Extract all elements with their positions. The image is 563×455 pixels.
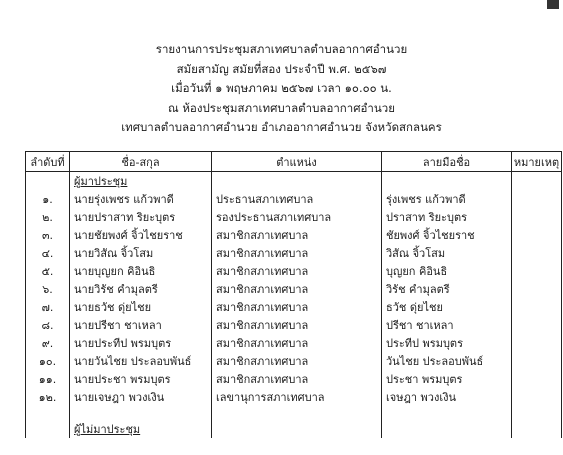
row-name: นายธวัช ดุ่ยไชย: [70, 298, 212, 316]
row-name: นายวิสัณ จิ้วโสม: [70, 244, 212, 262]
session-line: สมัยสามัญ สมัยที่สอง ประจำปี พ.ศ. ๒๕๖๗: [176, 61, 387, 76]
row-position: สมาชิกสภาเทศบาล: [212, 244, 382, 262]
col-header-note: หมายเหตุ: [512, 152, 562, 172]
col-header-position: ตำแหน่ง: [212, 152, 382, 172]
row-note: [512, 244, 562, 262]
table-row: [26, 352, 562, 370]
row-name: นายประชา พรมบุตร: [70, 370, 212, 388]
attendance-table: [25, 151, 562, 438]
row-position: สมาชิกสภาเทศบาล: [212, 352, 382, 370]
row-position: สมาชิกสภาเทศบาล: [212, 334, 382, 352]
row-order: ๘.: [26, 316, 70, 334]
table-row: [26, 298, 562, 316]
row-order: ๒.: [26, 208, 70, 226]
row-note: [512, 352, 562, 370]
table-row: [26, 280, 562, 298]
document-header: [0, 40, 563, 138]
row-position: สมาชิกสภาเทศบาล: [212, 370, 382, 388]
row-order: ๖.: [26, 280, 70, 298]
row-note: [512, 280, 562, 298]
col-header-order: ลำดับที่: [26, 152, 70, 172]
row-signature: ประชา พรมบุตร: [382, 370, 512, 388]
row-signature: วิรัช คำมุลตรี: [382, 280, 512, 298]
table-row: [26, 190, 562, 208]
window-corner-marker: [547, 0, 559, 9]
attendance-body: [26, 172, 562, 439]
venue-line: ณ ห้องประชุมสภาเทศบาลตำบลอากาศอำนวย: [168, 100, 395, 115]
row-position: สมาชิกสภาเทศบาล: [212, 316, 382, 334]
row-order: ๙.: [26, 334, 70, 352]
section-absent-row: [26, 420, 562, 438]
col-header-signature: ลายมือชื่อ: [382, 152, 512, 172]
table-row: [26, 370, 562, 388]
row-order: ๑๒.: [26, 388, 70, 406]
row-order: ๑๑.: [26, 370, 70, 388]
table-row: [26, 244, 562, 262]
row-signature: เจษฎา พวงเงิน: [382, 388, 512, 406]
row-signature: ชัยพงศ์ จิ้วไชยราช: [382, 226, 512, 244]
row-order: ๕.: [26, 262, 70, 280]
row-name: นายชัยพงศ์ จิ้วไชยราช: [70, 226, 212, 244]
row-position: สมาชิกสภาเทศบาล: [212, 298, 382, 316]
row-signature: ประทีป พรมบุตร: [382, 334, 512, 352]
row-note: [512, 298, 562, 316]
row-note: [512, 316, 562, 334]
section-present-row: [26, 172, 562, 191]
row-position: สมาชิกสภาเทศบาล: [212, 280, 382, 298]
row-order: ๑๐.: [26, 352, 70, 370]
row-name: นายบุญยก คิอินธิ: [70, 262, 212, 280]
row-note: [512, 208, 562, 226]
row-note: [512, 262, 562, 280]
row-order: ๓.: [26, 226, 70, 244]
row-signature: ธวัช ดุ่ยไชย: [382, 298, 512, 316]
row-name: นายรุ่งเพชร แก้วพาดี: [70, 190, 212, 208]
row-name: นายวิรัช คำมุลตรี: [70, 280, 212, 298]
row-note: [512, 190, 562, 208]
report-title: รายงานการประชุมสภาเทศบาลตำบลอากาศอำนวย: [155, 42, 408, 56]
row-name: นายเจษฎา พวงเงิน: [70, 388, 212, 406]
row-note: [512, 388, 562, 406]
row-signature: บุญยก คิอินธิ: [382, 262, 512, 280]
table-row: [26, 334, 562, 352]
row-position: เลขานุการสภาเทศบาล: [212, 388, 382, 406]
table-row: [26, 388, 562, 406]
section-present-label: ผู้มาประชุม: [70, 172, 212, 191]
row-note: [512, 370, 562, 388]
row-position: สมาชิกสภาเทศบาล: [212, 262, 382, 280]
table-row: [26, 208, 562, 226]
table-row: [26, 316, 562, 334]
row-position: ประธานสภาเทศบาล: [212, 190, 382, 208]
row-name: นายวันไชย ประลอบพันธ์: [70, 352, 212, 370]
date-line: เมื่อวันที่ ๑ พฤษภาคม ๒๕๖๗ เวลา ๑๐.๐๐ น.: [171, 81, 392, 95]
row-name: นายประทีป พรมบุตร: [70, 334, 212, 352]
row-order: ๔.: [26, 244, 70, 262]
row-note: [512, 334, 562, 352]
row-order: ๗.: [26, 298, 70, 316]
table-row: [26, 262, 562, 280]
row-signature: ปราสาท ริยะบุตร: [382, 208, 512, 226]
row-order: ๑.: [26, 190, 70, 208]
row-name: นายปราสาท ริยะบุตร: [70, 208, 212, 226]
table-row: [26, 226, 562, 244]
row-position: สมาชิกสภาเทศบาล: [212, 226, 382, 244]
row-signature: ปรีชา ชาเหลา: [382, 316, 512, 334]
section-absent-label: ผู้ไม่มาประชุม: [70, 420, 212, 438]
col-header-name: ชื่อ-สกุล: [70, 152, 212, 172]
row-note: [512, 226, 562, 244]
organization-line: เทศบาลตำบลอากาศอำนวย อำเภออากาศอำนวย จังหวัดสกลนคร: [121, 120, 442, 134]
row-signature: วิสัณ จิ้วโสม: [382, 244, 512, 262]
row-signature: รุ่งเพชร แก้วพาดี: [382, 190, 512, 208]
row-signature: วันไชย ประลอบพันธ์: [382, 352, 512, 370]
blank-row: [26, 406, 562, 420]
table-header-row: [26, 152, 562, 172]
row-name: นายปรีชา ชาเหลา: [70, 316, 212, 334]
row-position: รองประธานสภาเทศบาล: [212, 208, 382, 226]
